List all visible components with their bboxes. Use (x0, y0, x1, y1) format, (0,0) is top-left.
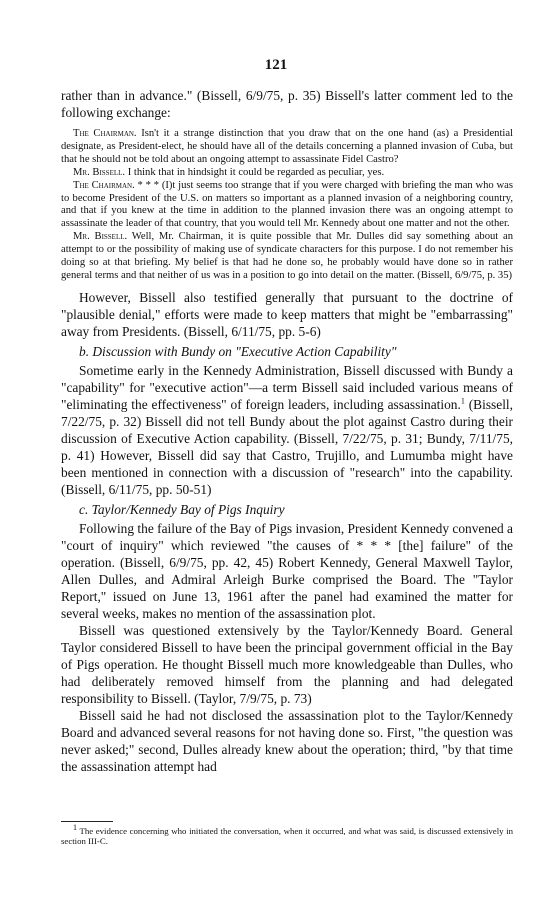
extract-exchange-1 (61, 128, 513, 167)
main-text (61, 87, 513, 775)
extract-exchange-2 (61, 167, 513, 180)
paragraph-continuation: rather than in advance." (Bissell, 6/9/75, p. 35) Bissell's latter comment led to the following exchange: (61, 88, 513, 120)
paragraph-executive-action (61, 362, 513, 498)
paragraph-plausible-denial: However, Bissell also testified generally that pursuant to the doctrine of "plausible denial," efforts were made to keep matters that might be "embarrassing" away from Presidents. (Bissell, 6/11/75, pp. 5-6) (61, 289, 513, 339)
speaker-label: Mr. Bissell. (73, 166, 126, 178)
page-number: 121 (264, 57, 288, 73)
testimony-extract (61, 128, 513, 283)
paragraph-text: Sometime early in the Kennedy Administration, Bissell discussed with Bundy a "capability" for "executive action"—a term Bissell said included various means of "eliminating the effectiveness" of foreign leaders, including assassination. (61, 362, 513, 412)
paragraph-bissell-questioned: Bissell was questioned extensively by the Taylor/Kennedy Board. General Taylor considered Bissell to have been the principal government official in the Bay of Pigs operation. He thought Bissell much more knowledgeable than Dulles, who had deliberately removed himself from the planning and had delegated responsibility to Bissell. (Taylor, 7/9/75, p. 73) (61, 622, 513, 706)
extract-text: * * * (I)t just seems too strange that if you were charged with briefing the man who was to become President of the U.S. on matters so important as a planned invasion of a neighboring country, and that if you knew at the time in addition to the planned invasion there was an ongoing attempt to assassinate the leader of that country, that you would tell Mr. Kennedy about one matter and not the other. (61, 179, 513, 230)
speaker-label: The Chairman. (73, 128, 137, 139)
speaker-label: Mr. Bissell. (73, 231, 128, 243)
footnote-divider (61, 821, 113, 822)
extract-text: Well, Mr. Chairman, it is quite possible that Mr. Dulles did say something about an attempt to or the possibility of making use of syndicate characters for this purpose. I do not remember his doing so at that briefing. My belief is that had he done so, he probably would have done so in rather general terms and that neither of us was in a position to go into detail on the matter. (Bissell, 6/9/75, p. 35) (61, 231, 514, 281)
footnote-text: The evidence concerning who initiated the conversation, when it occurred, and what was said, is discussed extensively in section III-C. (61, 826, 513, 847)
footnote (61, 823, 513, 847)
extract-text: Isn't it a strange distinction that you draw that on the one hand (as) a Presidential designate, as President-elect, he should have all of the details concerning a planned invasion of Cuba, but that he should not be told about an ongoing attempt to assassinate Fidel Castro? (61, 128, 513, 165)
speaker-label: The Chairman. (73, 179, 135, 191)
section-heading-b: b. Discussion with Bundy on "Executive Action Capability" (79, 343, 397, 359)
section-heading-c: c. Taylor/Kennedy Bay of Pigs Inquiry (79, 501, 285, 517)
extract-exchange-3 (61, 180, 513, 232)
extract-exchange-4 (61, 231, 513, 283)
paragraph-court-of-inquiry: Following the failure of the Bay of Pigs invasion, President Kennedy convened a "court of inquiry" which reviewed "the causes of * * * [the] failure" of the operation. (Bissell, 6/9/75, pp. 42, 45) Robert Kennedy, General Maxwell Taylor, Allen Dulles, and Admiral Arleigh Burke comprised the Board. The "Taylor Report," issued on June 13, 1961 after the panel had examined the matter for several weeks, makes no mention of the assassination plot. (61, 520, 513, 621)
footnote-marker: 1 (73, 823, 77, 833)
footnote-reference: 1 (460, 396, 465, 406)
paragraph-text: (Bissell, 7/22/75, p. 32) Bissell did not tell Bundy about the plot against Castro during their discussion of Executive Action capability. (Bissell, 7/22/75, p. 31; Bundy, 7/11/75, p. 41) However, Bissell did say that Castro, Trujillo, and Lumumba might have been mentioned in connection with a discussion of "research" into the capability. (Bissell, 6/11/75, pp. 50-51) (61, 396, 513, 497)
extract-text: I think that in hindsight it could be regarded as peculiar, yes. (125, 166, 385, 178)
paragraph-not-disclosed: Bissell said he had not disclosed the assassination plot to the Taylor/Kennedy Board and advanced several reasons for not having done so. First, "the question was never asked;" second, Dulles already knew about the operation; third, "by that time the assassination attempt had (61, 707, 513, 774)
